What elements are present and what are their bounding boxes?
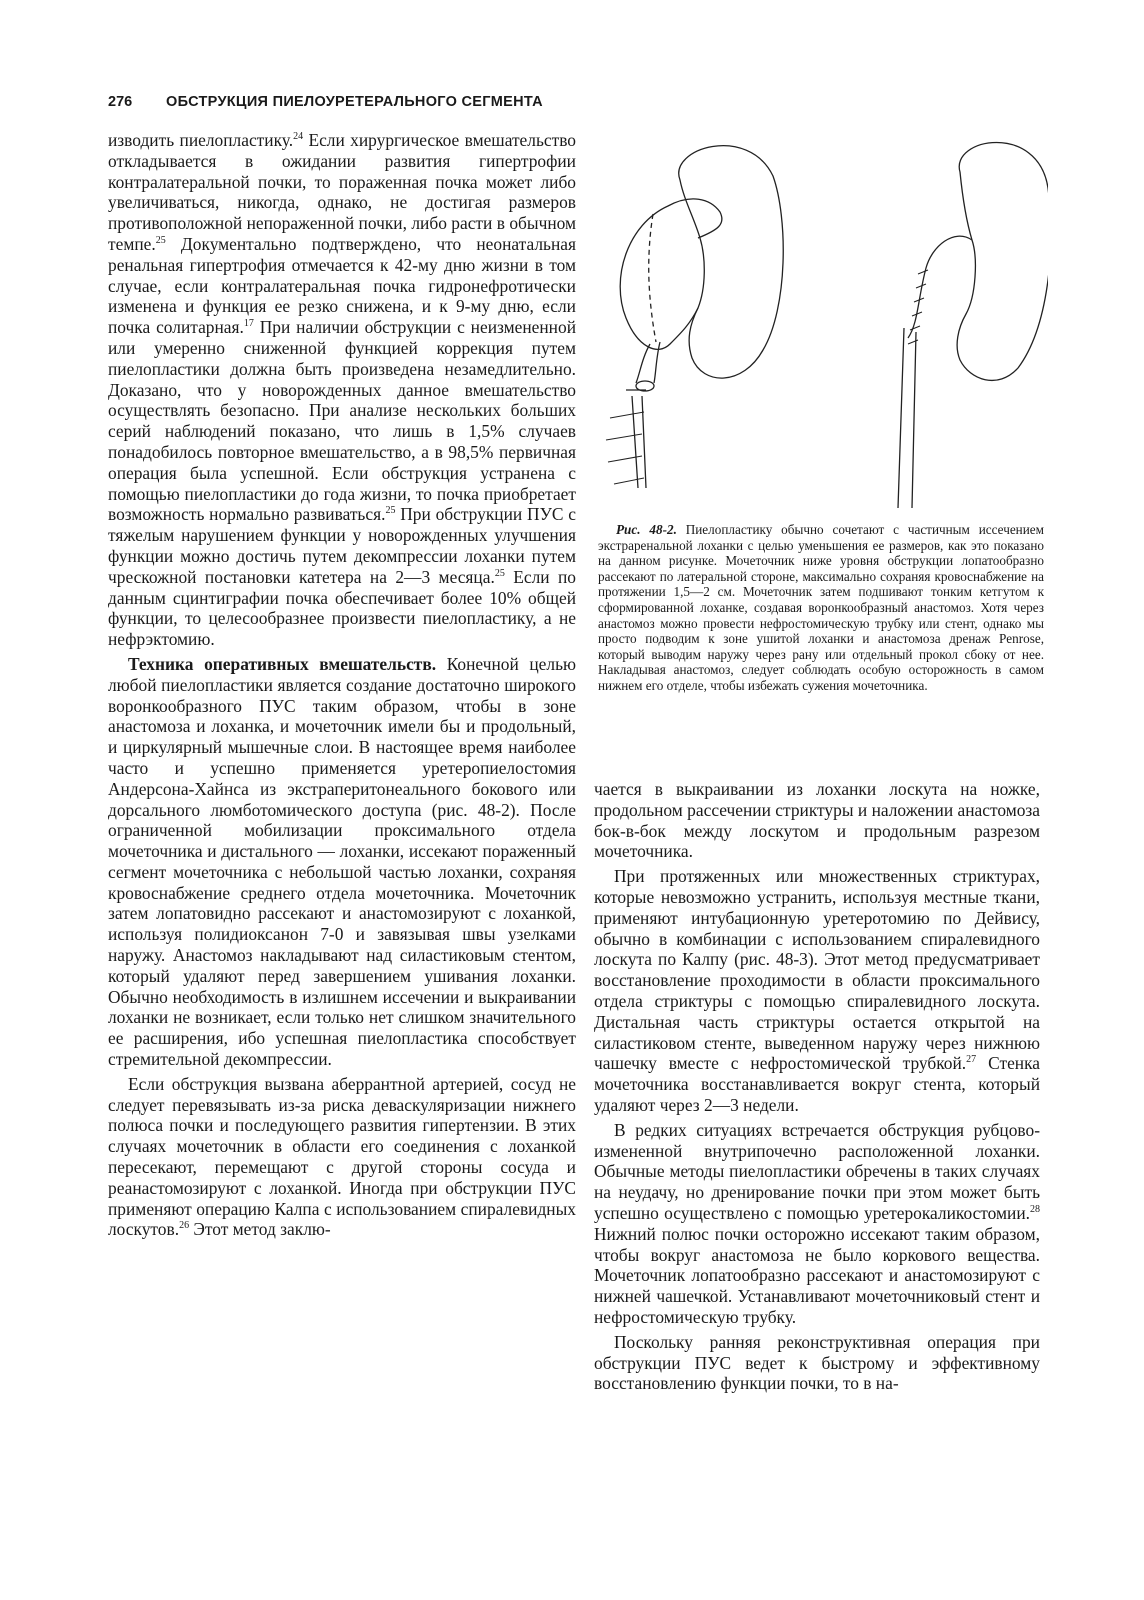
- kidney-left-outline: [679, 146, 783, 378]
- paragraph: В редких ситуациях встречается обструкция рубцово-измененной внутрипочечно расположенной лоханки. Обычные методы пиелопластики обречены в таких случаях на неудачу, но дренирование почки при этом может быть успешно осуществлено с помощью уретерокаликостомии.$^{28}$ Нижний полюс почки осторожно иссекают таким образом, чтобы вокруг анастомоза не было коркового вещества. Мочеточник лопатообразно рассекают и анастомозируют с нижней чашечкой. Устанавливают мочеточниковый стент и нефростомическую трубку.: [594, 1119, 1040, 1327]
- reference: 25: [494, 567, 505, 579]
- running-title: ОБСТРУКЦИЯ ПИЕЛОУРЕТЕРАЛЬНОГО СЕГМЕНТА: [166, 94, 543, 110]
- paragraph: При протяженных или множественных стриктурах, которые невозможно устранить, используя местные ткани, применяют интубационную уретеротомию по Дейвису, обычно в комбинации с использованием спиралевидного лоскута по Калпу (рис. 48-3). Этот метод предусматривает восстановление проходимости в области проксимального отдела стриктуры с помощью спиралевидного лоскута. Дистальная часть стриктуры остается открытой на силастиковом стенте, выведенном наружу через нижнюю чашечку вместе с нефростомической трубкой.$^{27}$ Стенка мочеточника восстанавливается вокруг стента, который удаляют через 2—3 недели.: [594, 866, 1040, 1115]
- reference: 27: [966, 1054, 977, 1066]
- figure-kidney-illustration: [598, 128, 1048, 520]
- paragraph: чается в выкраивании из лоханки лоскута на ножке, продольном рассечении стриктуры и наложении анастомоза бок-в-бок между лоскутом и продольным разрезом мочеточника.: [594, 779, 1040, 862]
- reference: 25: [155, 234, 166, 246]
- reference: 28: [1030, 1203, 1040, 1215]
- ureter-segment: [626, 390, 646, 488]
- reference: 17: [243, 318, 254, 330]
- running-header: [108, 94, 628, 118]
- excision-line: [649, 214, 656, 342]
- reference: 25: [385, 505, 396, 517]
- right-column: [594, 779, 1040, 1394]
- section-heading: Техника оперативных вмешательств.: [128, 653, 437, 674]
- paragraph: Если обструкция вызвана аберрантной артерией, сосуд не следует перевязывать из-за риска деваскуляризации нижнего полюса почки и последующего развития гипертензии. В этих случаях мочеточник в области его соединения с лоханкой пересекают, перемещают с другой стороны сосуда и реанастомозируют с лоханкой. Иногда при обструкции ПУС применяют операцию Калпа с использованием спиралевидных лоскутов.$^{26}$ Этот метод заклю-: [108, 1073, 576, 1240]
- page-number: 276: [108, 94, 133, 110]
- reference: 24: [293, 131, 304, 142]
- paragraph: Поскольку ранняя реконструктивная операция при обструкции ПУС ведет к быстрому и эффективному восстановлению функции почки, то в на-: [594, 1331, 1040, 1394]
- kidney-right-outline: [957, 143, 1048, 381]
- caption-label: Рис. 48-2.: [616, 522, 677, 537]
- ureter-right: [898, 328, 916, 508]
- left-column: [108, 130, 576, 1240]
- ureter-left: [636, 342, 660, 383]
- reference: 26: [179, 1220, 190, 1232]
- figure-caption: Рис. 48-2. Пиелопластику обычно сочетают с частичным иссечением экстраренальной лоханки с целью уменьшения ее размеров, как это показано на данном рисунке. Мочеточник ниже уровня обструкции лопатообразно рассекают по латеральной стороне, максимально сохраняя кровоснабжение на протяжении 1,5—2 см. Мочеточник затем подшивают тонким кетгутом к сформированной лоханке, создавая воронкообразный анастомоз. Хотя через анастомоз можно провести нефростомическую трубку или стент, однако мы просто подводим к зоне ушитой лоханки и анастомоза дренаж Penrose, который выводим наружу через рану или отдельный прокол сбоку от нее. Накладывая анастомоз, следует соблюдать особую осторожность в самом нижнем его отделе, чтобы избежать сужения мочеточника.: [598, 522, 1044, 693]
- suture-lines: [606, 412, 644, 484]
- paragraph: Техника оперативных вмешательств. Конечной целью любой пиелопластики является создание достаточно широкого воронкообразного ПУС таким образом, чтобы в зоне анастомоза и лоханка, и мочеточник имели бы и продольный, и циркулярный мышечные слои. В настоящее время наиболее часто и успешно применяется уретеропиелостомия Андерсона-Хайнса из экстраперитонеального бокового или дорсального люмботомического доступа (рис. 48-2). После ограниченной мобилизации проксимального отдела мочеточника и дистального — лоханки, иссекают пораженный сегмент мочеточника с небольшой частью лоханки, сохраняя кровоснабжение среднего отдела мочеточника. Мочеточник затем лопатовидно рассекают и анастомозируют с лоханкой, используя полидиоксанон 7-0 и завязывая швы узелками наружу. Анастомоз накладывают над силастиковым стентом, который удаляют перед завершением ушивания лоханки. Обычно необходимость в излишнем иссечении и выкраивании лоханки не возникает, если только нет слишком значительного ее расширения, ибо успешная пиелопластика способствует стремительной декомпрессии.: [108, 653, 576, 1070]
- renal-pelvis-left: [620, 199, 722, 349]
- paragraph: изводить пиелопластику.$^{24}$ Если хирургическое вмешательство откладывается в ожидании развития гипертрофии контралатеральной почки, то пораженная почка может либо увеличиваться, никогда, однако, не достигая размеров противоположной непораженной почки, либо расти в обычном темпе.$^{25}$ Документально подтверждено, что неонатальная ренальная гипертрофия отмечается к 42-му дню жизни в том случае, если контралатеральная почка гидронефротически изменена и функция ее резко снижена, и к 9-му дню, если почка солитарная.$^{17}$ При наличии обструкции с неизмененной или умеренно сниженной функцией коррекция путем пиелопластики должна быть произведена незамедлительно. Доказано, что у новорожденных данное вмешательство осуществлять безопасно. При анализе нескольких больших серий наблюдений показано, что лишь в 1,5% случаев понадобилось повторное вмешательство, а в 98,5% первичная операция была успешной. Если обструкция устранена с помощью пиелопластики до года жизни, то почка приобретает возможность нормально развиваться.$^{25}$ При обструкции ПУС с тяжелым нарушением функции у новорожденных улучшения функции можно достичь путем декомпрессии лоханки путем чрескожной постановки катетера на 2—3 месяца.$^{25}$ Если по данным сцинтиграфии почка обеспечивает более 10% общей функции, то целесообразнее произвести пиелопластику, а не нефрэктомию.: [108, 130, 576, 650]
